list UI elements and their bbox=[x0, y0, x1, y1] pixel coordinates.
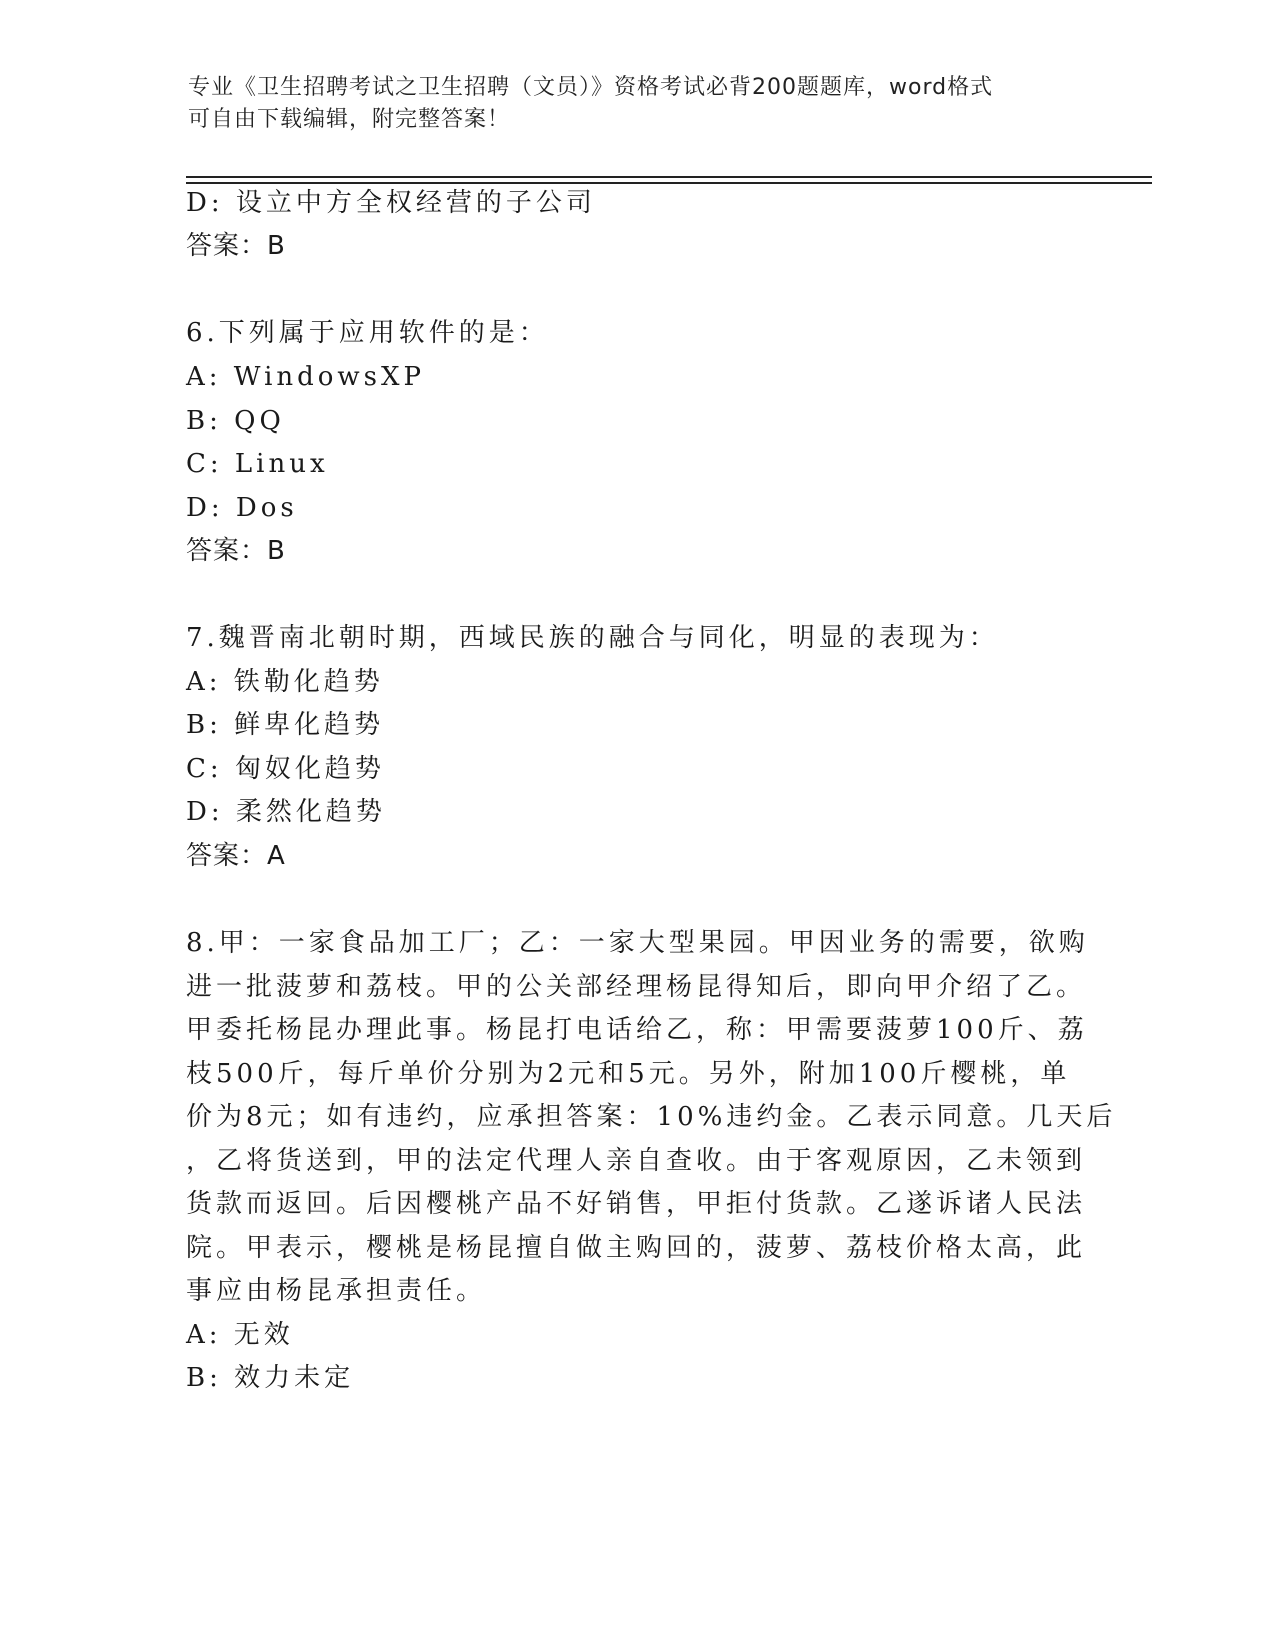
q8-question-line: 进一批菠萝和荔枝。甲的公关部经理杨昆得知后，即向甲介绍了乙。 bbox=[186, 972, 1087, 1002]
q7-option-d: D: 柔然化趋势 bbox=[186, 797, 386, 827]
q7-question: 7.魏晋南北朝时期，西域民族的融合与同化，明显的表现为： bbox=[186, 623, 999, 653]
q8-question-line: 院。甲表示，樱桃是杨昆擅自做主购回的，菠萝、荔枝价格太高，此 bbox=[186, 1233, 1087, 1263]
q5-option-d: D: 设立中方全权经营的子公司 bbox=[186, 188, 596, 218]
q8-question-line: ，乙将货送到，甲的法定代理人亲自查收。由于客观原因，乙未领到 bbox=[186, 1146, 1087, 1176]
q8-question-line: 8.甲：一家食品加工厂；乙：一家大型果园。甲因业务的需要，欲购 bbox=[186, 928, 1089, 958]
header-divider-bottom bbox=[186, 182, 1152, 184]
q8-question-line: 事应由杨昆承担责任。 bbox=[186, 1276, 487, 1306]
q6-question: 6.下列属于应用软件的是： bbox=[186, 318, 549, 348]
q6-option-a: A: WindowsXP bbox=[186, 362, 426, 392]
q8-question-line: 枝500斤，每斤单价分别为2元和5元。另外，附加100斤樱桃，单 bbox=[186, 1059, 1071, 1089]
q8-question-line: 甲委托杨昆办理此事。杨昆打电话给乙，称：甲需要菠萝100斤、荔 bbox=[186, 1015, 1088, 1045]
q7-answer: 答案：A bbox=[186, 841, 286, 871]
document-header bbox=[188, 72, 1068, 136]
q6-option-d: D: Dos bbox=[186, 493, 298, 523]
q8-option-b: B: 效力未定 bbox=[186, 1363, 355, 1393]
q6-option-b: B: QQ bbox=[186, 406, 285, 436]
q7-option-a: A: 铁勒化趋势 bbox=[186, 667, 384, 697]
q6-answer: 答案：B bbox=[186, 536, 286, 566]
q5-answer: 答案：B bbox=[186, 231, 286, 261]
q7-option-c: C: 匈奴化趋势 bbox=[186, 754, 385, 784]
q8-option-a: A: 无效 bbox=[186, 1320, 294, 1350]
q6-option-c: C: Linux bbox=[186, 449, 329, 479]
header-line-1: 专业《卫生招聘考试之卫生招聘（文员）》资格考试必背200题题库，word格式 bbox=[188, 75, 994, 100]
header-line-2: 可自由下载编辑，附完整答案！ bbox=[188, 107, 511, 132]
header-divider-top bbox=[186, 176, 1152, 178]
q8-question-line: 价为8元；如有违约，应承担答案：10%违约金。乙表示同意。几天后 bbox=[186, 1102, 1117, 1132]
q8-question-line: 货款而返回。后因樱桃产品不好销售，甲拒付货款。乙遂诉诸人民法 bbox=[186, 1189, 1087, 1219]
q7-option-b: B: 鲜卑化趋势 bbox=[186, 710, 385, 740]
